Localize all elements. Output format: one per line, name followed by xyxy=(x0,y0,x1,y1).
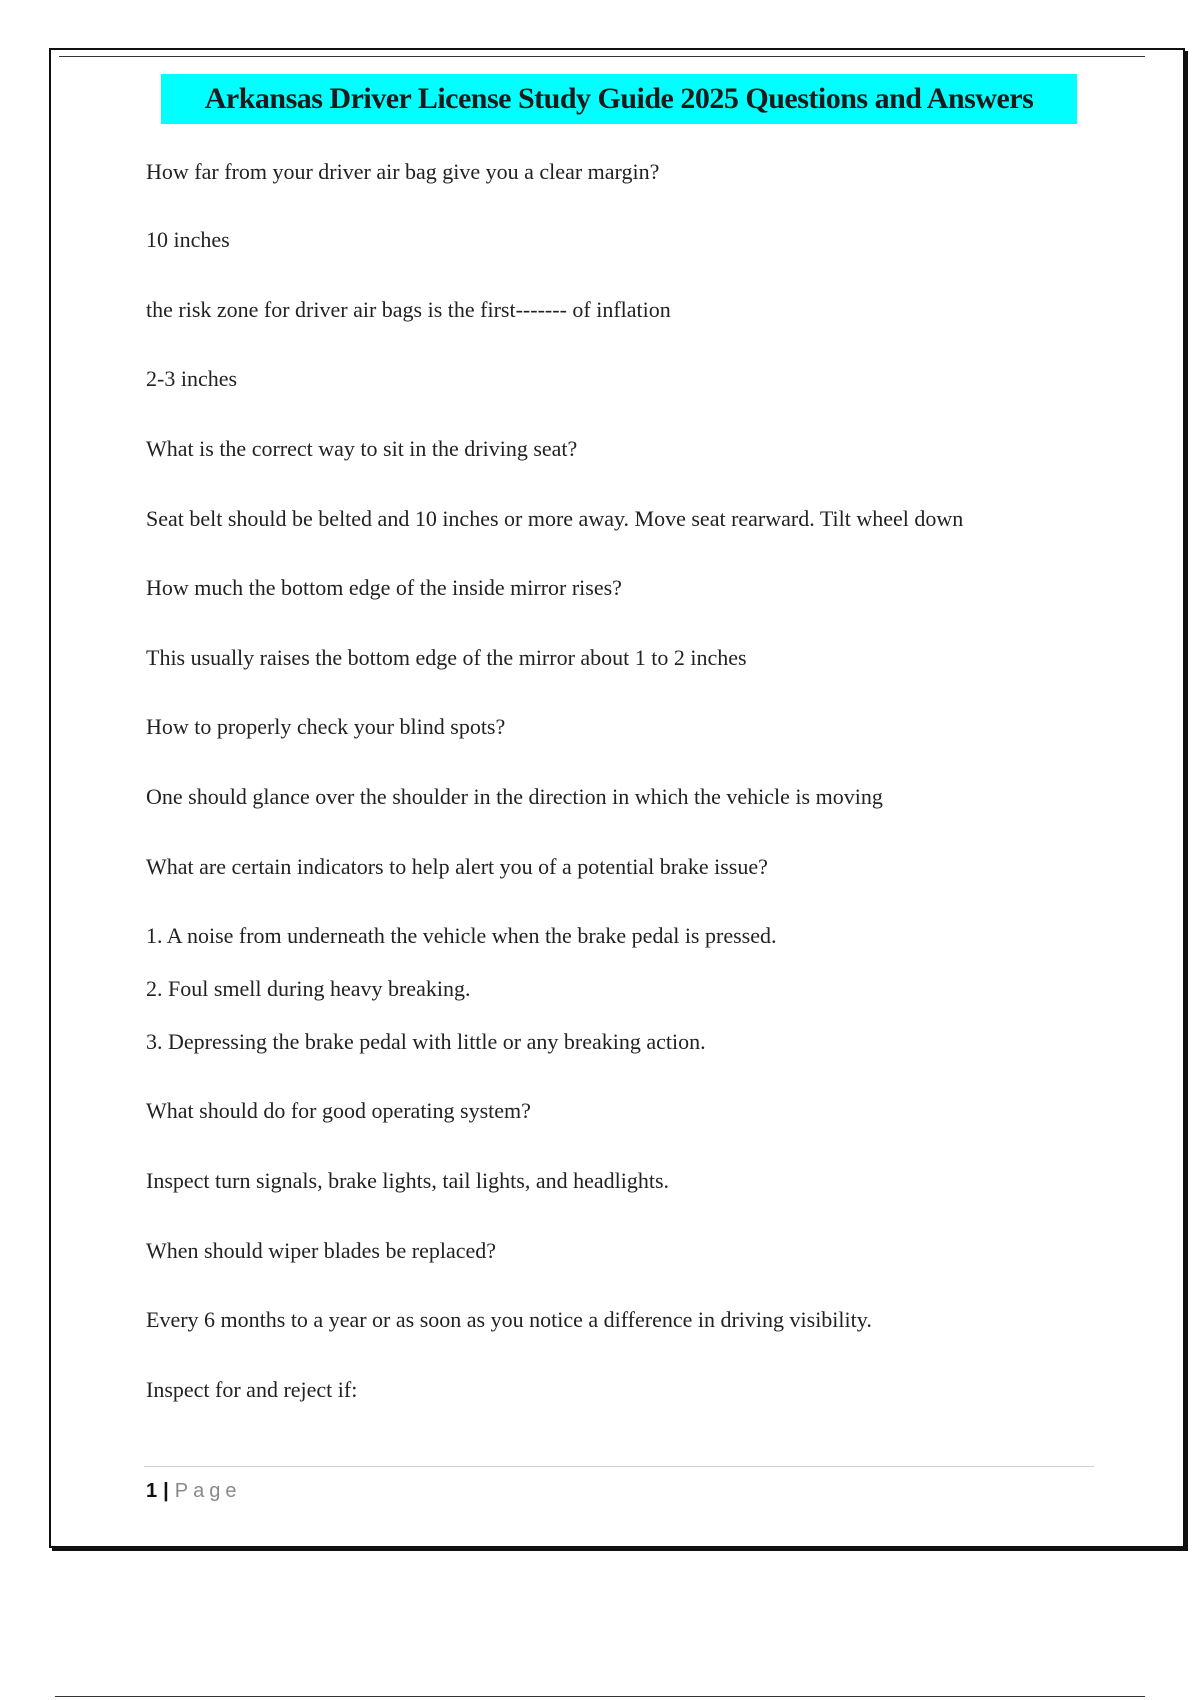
question-brake-issue: What are certain indicators to help alert you of a potential brake issue? xyxy=(146,854,768,879)
question-inspect-reject: Inspect for and reject if: xyxy=(146,1377,358,1402)
question-operating-system: What should do for good operating system? xyxy=(146,1098,531,1123)
question-airbag-risk-zone: the risk zone for driver air bags is the first------- of inflation xyxy=(146,297,671,322)
answer-inside-mirror: This usually raises the bottom edge of the mirror about 1 to 2 inches xyxy=(146,645,747,670)
top-rule xyxy=(59,56,1145,57)
footer-rule xyxy=(144,1466,1094,1467)
answer-airbag-distance: 10 inches xyxy=(146,227,230,252)
question-blind-spots: How to properly check your blind spots? xyxy=(146,714,506,739)
next-page-top-rule xyxy=(55,1696,1145,1697)
page-number: 1 xyxy=(146,1480,158,1502)
answer-blind-spots: One should glance over the shoulder in the direction in which the vehicle is moving xyxy=(146,784,883,809)
question-airbag-distance: How far from your driver air bag give you a clear margin? xyxy=(146,159,660,184)
page-frame xyxy=(49,48,1185,1548)
page-label: Page xyxy=(174,1480,242,1502)
answer-operating-system: Inspect turn signals, brake lights, tail lights, and headlights. xyxy=(146,1168,670,1193)
page-separator: | xyxy=(163,1480,169,1502)
document-title: Arkansas Driver License Study Guide 2025 Questions and Answers xyxy=(161,74,1077,124)
question-inside-mirror: How much the bottom edge of the inside mirror rises? xyxy=(146,575,622,600)
answer-brake-issue-3: 3. Depressing the brake pedal with little or any breaking action. xyxy=(146,1029,706,1054)
answer-seating-position: Seat belt should be belted and 10 inches or more away. Move seat rearward. Tilt wheel down xyxy=(146,506,964,531)
page-footer xyxy=(146,1478,241,1504)
answer-airbag-risk-zone: 2-3 inches xyxy=(146,366,238,391)
question-seating-position: What is the correct way to sit in the driving seat? xyxy=(146,436,578,461)
question-wiper-blades: When should wiper blades be replaced? xyxy=(146,1238,497,1263)
answer-brake-issue-1: 1. A noise from underneath the vehicle when the brake pedal is pressed. xyxy=(146,923,777,948)
answer-brake-issue-2: 2. Foul smell during heavy breaking. xyxy=(146,976,471,1001)
answer-wiper-blades: Every 6 months to a year or as soon as you notice a difference in driving visibility. xyxy=(146,1307,872,1332)
